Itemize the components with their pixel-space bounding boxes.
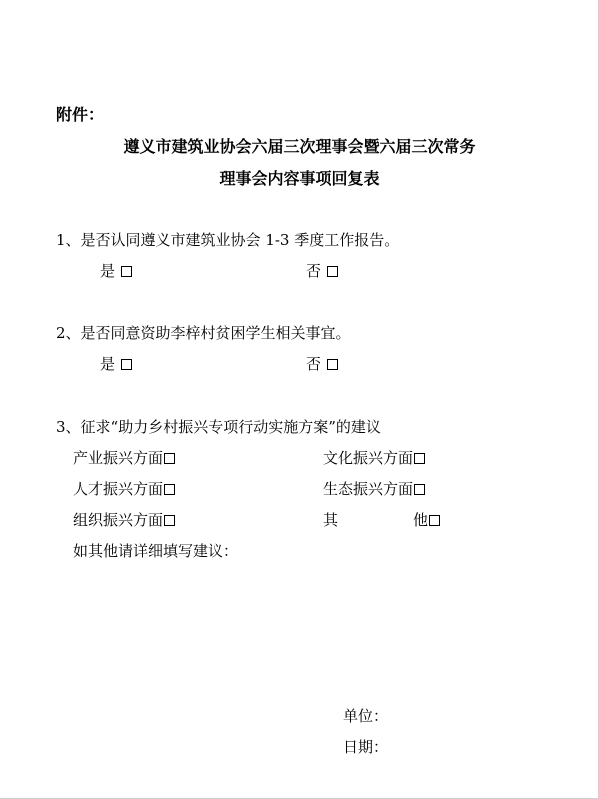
option-ecology[interactable] — [323, 478, 425, 500]
attachment-label: 附件： — [56, 105, 105, 124]
question-2-text: 2、是否同意资助李梓村贫困学生相关事宜。 — [56, 324, 351, 342]
question-2-no-checkbox[interactable] — [327, 359, 338, 370]
question-1-no-option[interactable] — [306, 260, 338, 282]
date-label: 日期： — [343, 738, 389, 756]
option-organization-checkbox[interactable] — [164, 515, 175, 526]
detail-prompt: 如其他请详细填写建议： — [73, 542, 239, 560]
question-1-text: 1、是否认同遵义市建筑业协会 1-3 季度工作报告。 — [56, 231, 400, 249]
question-1-yes-checkbox[interactable] — [121, 266, 132, 277]
option-organization-label: 组织振兴方面 — [73, 511, 164, 529]
question-1-yes-label: 是 — [100, 262, 116, 280]
question-1-no-checkbox[interactable] — [327, 266, 338, 277]
unit-label: 单位： — [343, 707, 389, 725]
option-other-label: 他 — [413, 511, 429, 529]
option-ecology-checkbox[interactable] — [414, 484, 425, 495]
option-industry-checkbox[interactable] — [164, 453, 175, 464]
option-industry[interactable] — [73, 447, 175, 469]
option-other[interactable] — [413, 509, 440, 531]
option-talent-label: 人才振兴方面 — [73, 480, 164, 498]
option-talent-checkbox[interactable] — [164, 484, 175, 495]
option-ecology-label: 生态振兴方面 — [323, 480, 414, 498]
question-2-no-label: 否 — [306, 355, 322, 373]
question-1-no-label: 否 — [306, 262, 322, 280]
option-organization[interactable] — [73, 509, 175, 531]
option-other-checkbox[interactable] — [429, 515, 440, 526]
option-other-left: 其 — [323, 511, 339, 529]
title-line-1: 遵义市建筑业协会六届三次理事会暨六届三次常务 — [123, 137, 476, 156]
title-line-2: 理事会内容事项回复表 — [219, 169, 380, 188]
question-2-no-option[interactable] — [306, 353, 338, 375]
question-2-yes-checkbox[interactable] — [121, 359, 132, 370]
question-3-text: 3、征求“助力乡村振兴专项行动实施方案”的建议 — [56, 418, 381, 436]
question-2-yes-label: 是 — [100, 355, 116, 373]
option-culture[interactable] — [323, 447, 425, 469]
question-2-yes-option[interactable] — [100, 353, 132, 375]
option-culture-label: 文化振兴方面 — [323, 449, 414, 467]
question-1-yes-option[interactable] — [100, 260, 132, 282]
option-talent[interactable] — [73, 478, 175, 500]
option-culture-checkbox[interactable] — [414, 453, 425, 464]
option-industry-label: 产业振兴方面 — [73, 449, 164, 467]
